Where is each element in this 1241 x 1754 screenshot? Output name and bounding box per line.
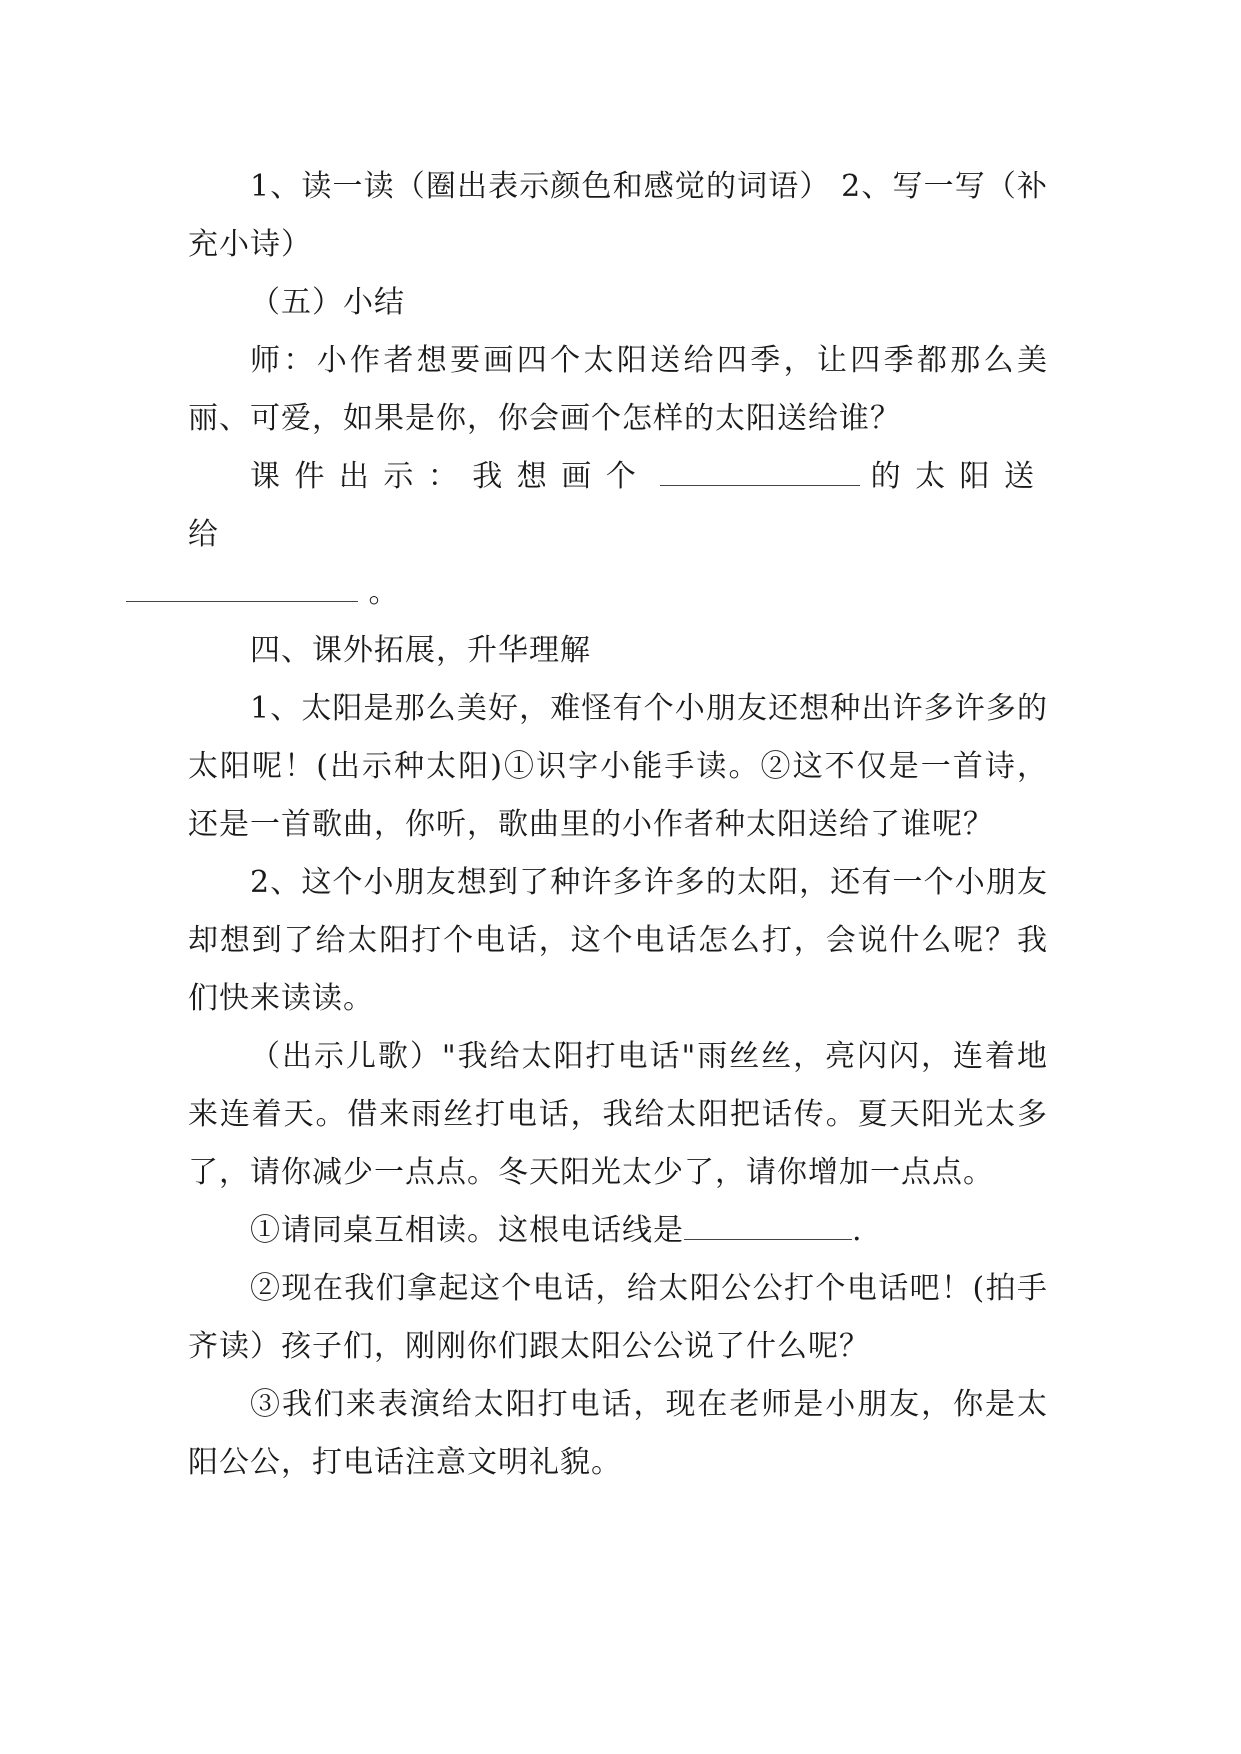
paragraph-teacher-question: 师：小作者想要画四个太阳送给四季，让四季都那么美丽、可爱，如果是你，你会画个怎样的太阳送给谁？ bbox=[188, 343, 1048, 436]
fill-blank-phone-line bbox=[684, 1209, 852, 1240]
paragraph-read-write: 1、读一读（圈出表示颜色和感觉的词语） 2、写一写（补充小诗） bbox=[188, 169, 1048, 262]
section-heading-summary: （五）小结 bbox=[250, 285, 405, 320]
read-together-prefix: ①请同桌互相读。这根电话线是 bbox=[250, 1213, 684, 1248]
fill-blank-sun-type bbox=[660, 455, 860, 486]
paragraph-nursery-rhyme: （出示儿歌）"我给太阳打电话"雨丝丝，亮闪闪，连着地来连着天。借来雨丝打电话，我给太阳把话传。夏天阳光太多了，请你减少一点点。冬天阳光太少了，请你增加一点点。 bbox=[188, 1039, 1048, 1190]
paragraph-read-together bbox=[188, 1202, 1048, 1260]
paragraph-call-sun: ②现在我们拿起这个电话，给太阳公公打个电话吧！(拍手齐读）孩子们，刚刚你们跟太阳公公说了什么呢？ bbox=[188, 1271, 1048, 1364]
paragraph-plant-suns: 1、太阳是那么美好，难怪有个小朋友还想种出许多许多的太阳呢！(出示种太阳)①识字小能手读。②这不仅是一首诗，还是一首歌曲，你听，歌曲里的小作者种太阳送给了谁呢？ bbox=[188, 691, 1048, 842]
paragraph-role-play: ③我们来表演给太阳打电话，现在老师是小朋友，你是太阳公公，打电话注意文明礼貌。 bbox=[188, 1387, 1048, 1480]
prompt-prefix: 课件出示：我想画个 bbox=[250, 459, 651, 494]
document-body bbox=[188, 158, 1048, 1492]
prompt-mid: 的太阳送给 bbox=[188, 459, 1049, 552]
fill-blank-recipient bbox=[126, 571, 358, 602]
prompt-end: 。 bbox=[368, 575, 400, 610]
section-heading-extension: 四、课外拓展，升华理解 bbox=[250, 633, 591, 668]
paragraph-courseware-prompt bbox=[188, 448, 1048, 622]
paragraph-phone-sun: 2、这个小朋友想到了种许多许多的太阳，还有一个小朋友却想到了给太阳打个电话，这个电话怎么打，会说什么呢？我们快来读读。 bbox=[188, 865, 1048, 1016]
read-together-end: . bbox=[852, 1213, 863, 1248]
